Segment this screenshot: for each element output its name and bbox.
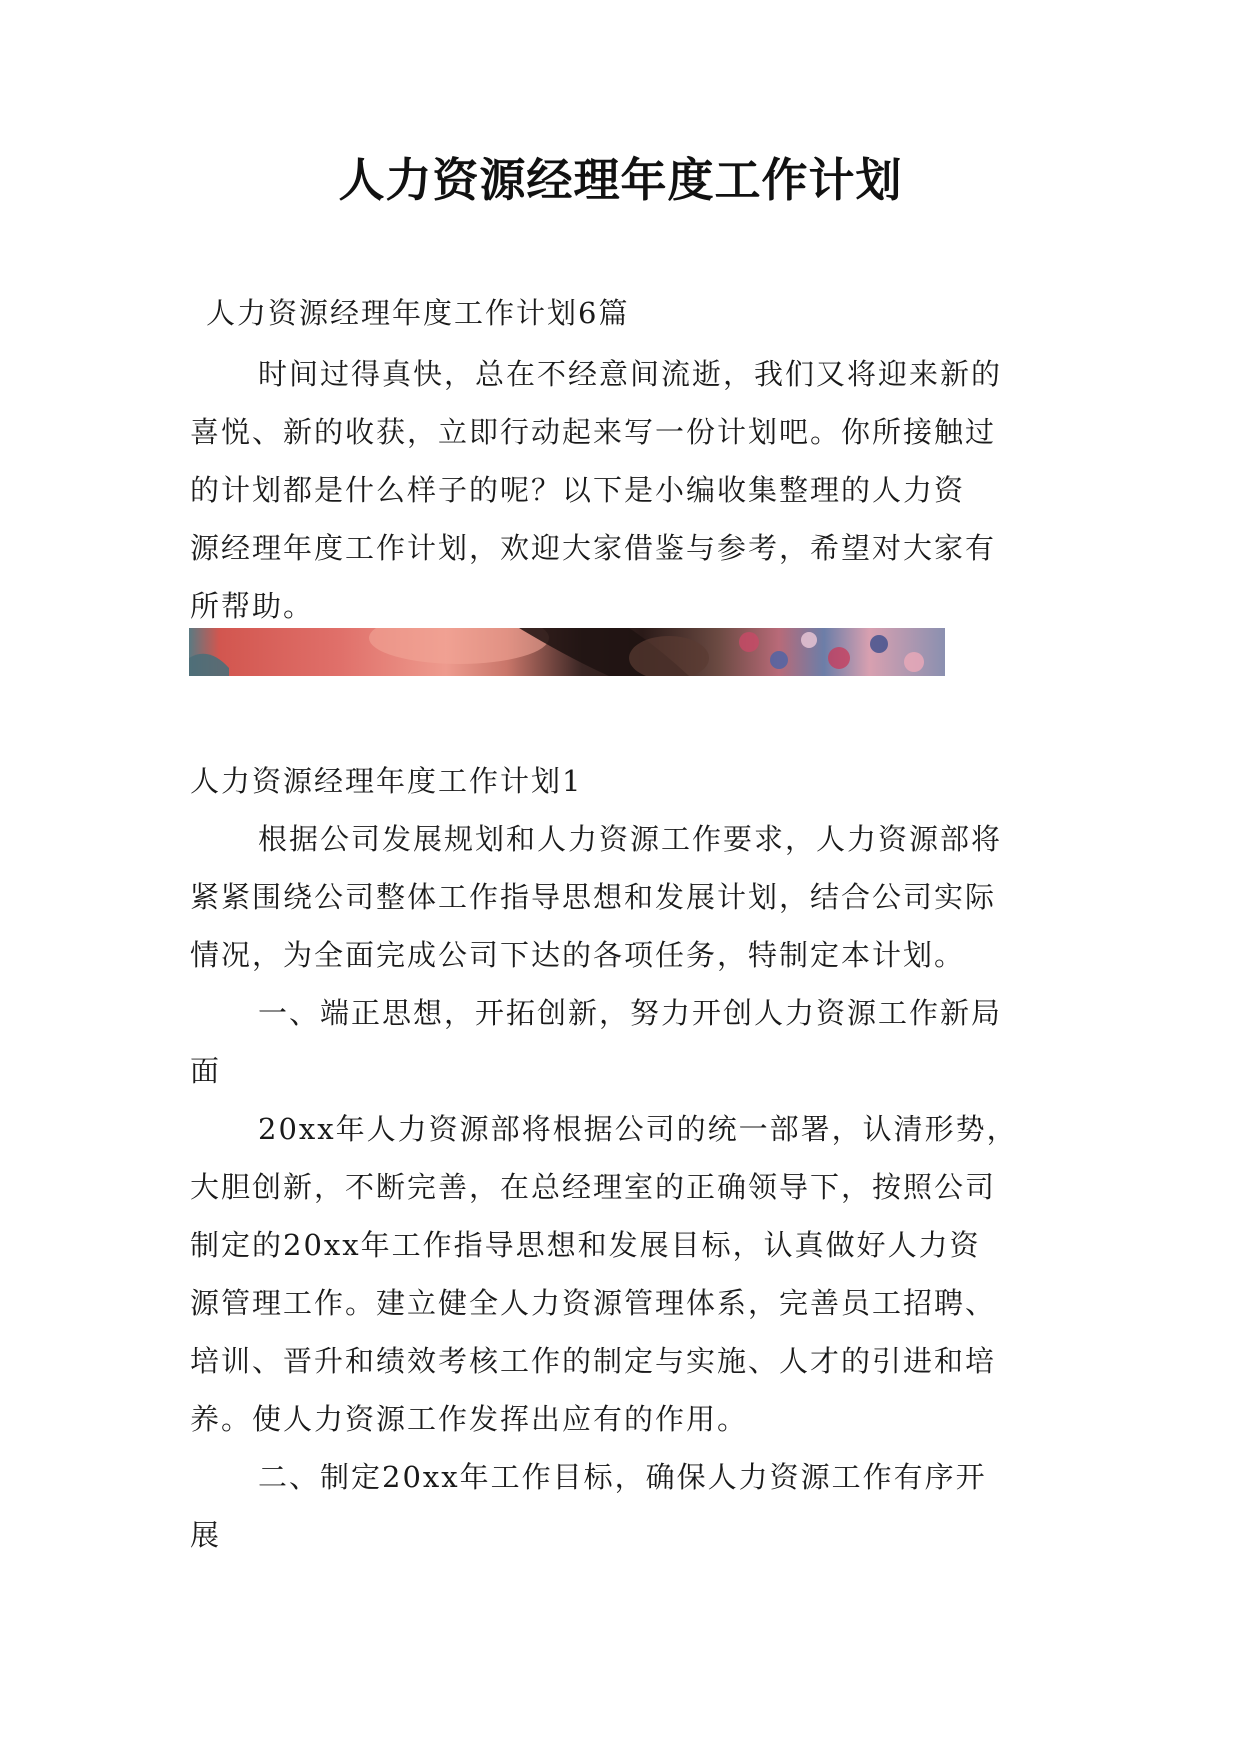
- intro-line: 所帮助。: [190, 589, 315, 623]
- body-line: 培训、晋升和绩效考核工作的制定与实施、人才的引进和培: [190, 1344, 997, 1378]
- document-subtitle: 人力资源经理年度工作计划6篇: [206, 296, 630, 330]
- body-line: 一、端正思想，开拓创新，努力开创人力资源工作新局: [258, 996, 1003, 1030]
- decorative-photo-strip: [189, 628, 945, 676]
- intro-line: 的计划都是什么样子的呢？以下是小编收集整理的人力资: [190, 473, 966, 507]
- body-line: 制定的20xx年工作指导思想和发展目标，认真做好人力资: [190, 1228, 981, 1262]
- intro-line: 源经理年度工作计划，欢迎大家借鉴与参考，希望对大家有: [190, 531, 997, 565]
- intro-paragraph: [190, 345, 1070, 635]
- document-title: 人力资源经理年度工作计划: [338, 153, 903, 207]
- intro-line: 时间过得真快，总在不经意间流逝，我们又将迎来新的: [258, 357, 1003, 391]
- intro-line: 喜悦、新的收获，立即行动起来写一份计划吧。你所接触过: [190, 415, 997, 449]
- body-line: 源管理工作。建立健全人力资源管理体系，完善员工招聘、: [190, 1286, 997, 1320]
- body-line: 大胆创新，不断完善，在总经理室的正确领导下，按照公司: [190, 1170, 997, 1204]
- body-line: 20xx年人力资源部将根据公司的统一部署，认清形势，: [258, 1112, 1018, 1146]
- body-line: 根据公司发展规划和人力资源工作要求，人力资源部将: [258, 822, 1003, 856]
- body-line: 面: [190, 1054, 222, 1088]
- photo-strip-graphic: [189, 628, 945, 676]
- body-line: 展: [190, 1518, 222, 1552]
- section-heading: 人力资源经理年度工作计划1: [190, 764, 583, 798]
- body-line: 情况，为全面完成公司下达的各项任务，特制定本计划。: [190, 938, 966, 972]
- body-line: 紧紧围绕公司整体工作指导思想和发展计划，结合公司实际: [190, 880, 997, 914]
- section-1: [190, 752, 1070, 1564]
- body-line: 二、制定20xx年工作目标，确保人力资源工作有序开: [258, 1460, 987, 1494]
- body-line: 养。使人力资源工作发挥出应有的作用。: [190, 1402, 749, 1436]
